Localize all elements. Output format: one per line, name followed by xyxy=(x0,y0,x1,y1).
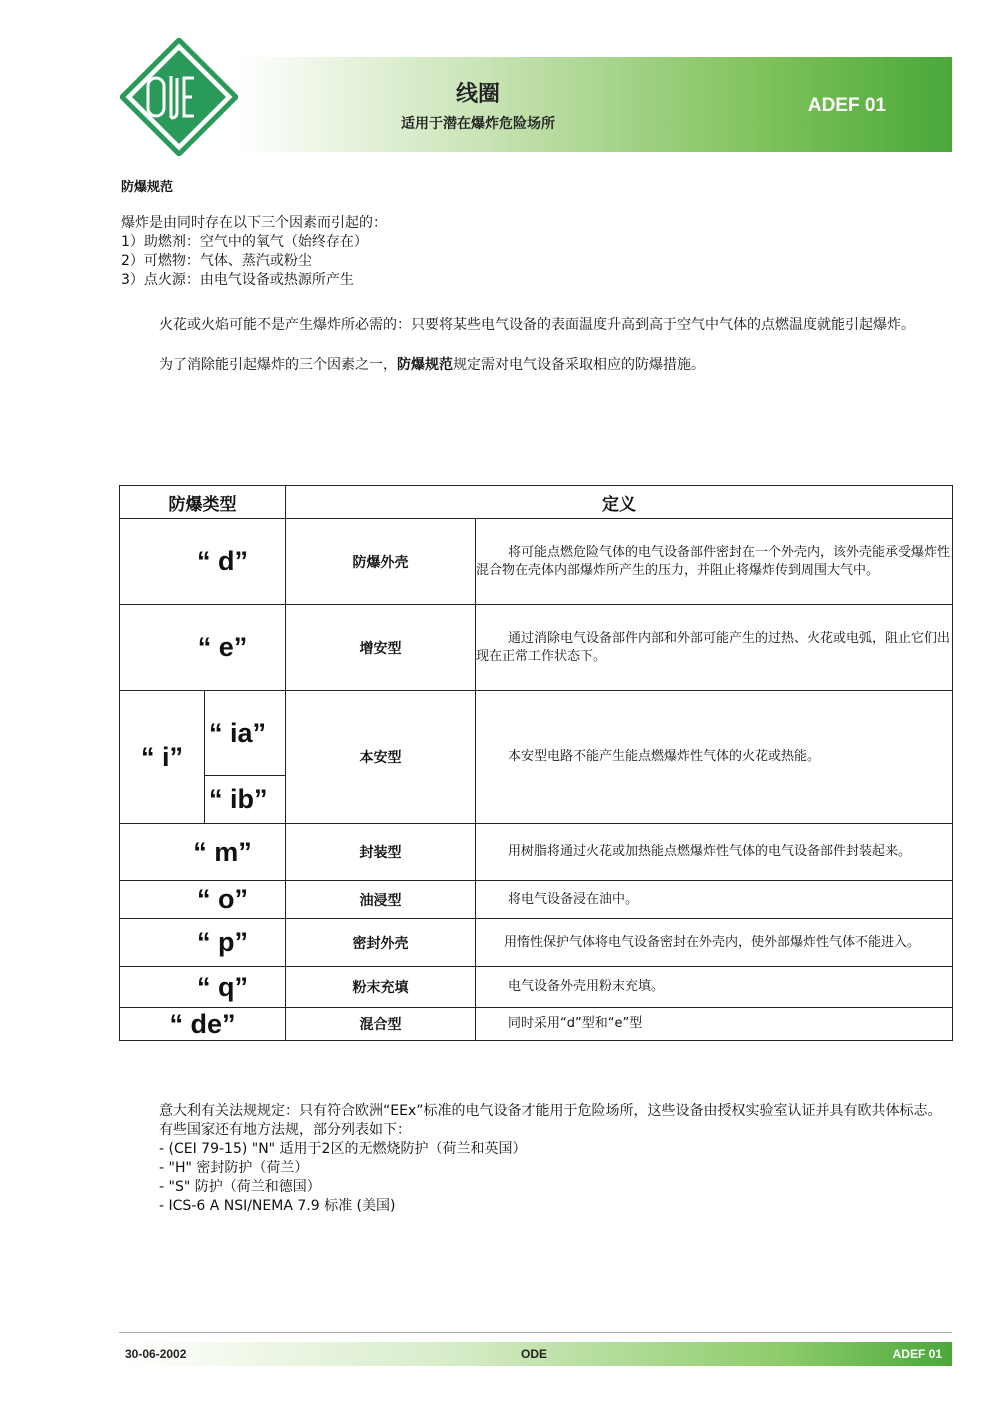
intro-line: 爆炸是由同时存在以下三个因素而引起的： xyxy=(121,215,387,231)
type-code: “ q” xyxy=(120,967,286,1008)
type-definition: 用惰性保护气体将电气设备密封在外壳内，使外部爆炸性气体不能进入。 xyxy=(476,919,953,967)
intro-list xyxy=(121,214,387,290)
para-text: 规定需对电气设备采取相应的防爆措施。 xyxy=(453,357,705,373)
type-code: “ i” xyxy=(120,691,205,824)
type-definition: 将可能点燃危险气体的电气设备部件密封在一个外壳内，该外壳能承受爆炸性混合物在壳体内部爆炸所产生的压力，并阻止将爆炸传到周围大气中。 xyxy=(476,519,953,605)
doc-title: 线圈 xyxy=(455,82,500,107)
type-definition: 本安型电路不能产生能点燃爆炸性气体的火花或热能。 xyxy=(476,691,953,824)
doc-code: ADEF 01 xyxy=(807,95,886,116)
type-subcode: “ ia” xyxy=(205,691,286,776)
footer-date: 30-06-2002 xyxy=(125,1347,187,1361)
header-type: 防爆类型 xyxy=(120,486,286,519)
type-code: “ de” xyxy=(120,1008,286,1041)
type-definition: 电气设备外壳用粉末充填。 xyxy=(476,967,953,1008)
type-name: 混合型 xyxy=(286,1008,476,1041)
type-code: “ m” xyxy=(120,824,286,881)
list-item: - "S" 防护（荷兰和德国） xyxy=(159,1179,321,1195)
type-code: “ e” xyxy=(120,605,286,691)
paragraph-ignition: 火花或火焰可能不是产生爆炸所必需的：只要将某些电气设备的表面温度升高到高于空气中气体的点燃温度就能引起爆炸。 xyxy=(159,317,915,333)
type-name: 密封外壳 xyxy=(286,919,476,967)
footer-divider xyxy=(119,1332,952,1333)
protection-types-table xyxy=(119,485,953,1041)
type-name: 增安型 xyxy=(286,605,476,691)
type-name: 油浸型 xyxy=(286,881,476,919)
table-row xyxy=(120,824,953,881)
table-header-row xyxy=(120,486,953,519)
type-name: 粉末充填 xyxy=(286,967,476,1008)
section-heading: 防爆规范 xyxy=(121,180,174,195)
type-definition: 用树脂将通过火花或加热能点燃爆炸性气体的电气设备部件封装起来。 xyxy=(476,824,953,881)
type-name: 防爆外壳 xyxy=(286,519,476,605)
type-name: 本安型 xyxy=(286,691,476,824)
type-definition: 将电气设备浸在油中。 xyxy=(476,881,953,919)
intro-line: 2）可燃物：气体、蒸汽或粉尘 xyxy=(121,253,312,269)
table-row xyxy=(120,967,953,1008)
table-row xyxy=(120,1008,953,1041)
header-band xyxy=(238,57,952,152)
list-item: - "H" 密封防护（荷兰） xyxy=(159,1160,309,1176)
intro-line: 3）点火源：由电气设备或热源所产生 xyxy=(121,272,354,288)
closing-section xyxy=(121,1102,951,1216)
doc-subtitle: 适用于潜在爆炸危险场所 xyxy=(401,116,555,132)
table-row xyxy=(120,881,953,919)
type-definition: 通过消除电气设备部件内部和外部可能产生的过热、火花或电弧，阻止它们出现在正常工作状态下。 xyxy=(476,605,953,691)
header-definition: 定义 xyxy=(286,486,953,519)
regulation-paragraph: 意大利有关法规规定：只有符合欧洲“EEx”标准的电气设备才能用于危险场所，这些设备由授权实验室认证并具有欧共体标志。 xyxy=(159,1103,942,1119)
type-subcode: “ ib” xyxy=(205,776,286,824)
type-code: “ p” xyxy=(120,919,286,967)
table-row xyxy=(120,605,953,691)
regulation-lead: 有些国家还有地方法规，部分列表如下： xyxy=(159,1122,411,1138)
type-definition: 同时采用“d”型和“e”型 xyxy=(476,1008,953,1041)
para-text: 为了消除能引起爆炸的三个因素之一， xyxy=(159,357,397,373)
list-item: - ICS-6 A NSI/NEMA 7.9 标准 (美国) xyxy=(159,1198,396,1214)
type-name: 封装型 xyxy=(286,824,476,881)
footer-company: ODE xyxy=(521,1347,548,1361)
table-row xyxy=(120,919,953,967)
type-code: “ o” xyxy=(120,881,286,919)
list-item: - (CEI 79-15) "N" 适用于2区的无燃烧防护（荷兰和英国） xyxy=(159,1141,527,1157)
para-bold: 防爆规范 xyxy=(397,357,453,373)
ode-logo xyxy=(120,38,238,156)
type-code: “ d” xyxy=(120,519,286,605)
regulation-list xyxy=(121,1140,951,1216)
footer-band xyxy=(119,1342,952,1366)
table-row xyxy=(120,691,953,776)
intro-line: 1）助燃剂：空气中的氧气（始终存在） xyxy=(121,234,368,250)
paragraph-standard xyxy=(121,356,951,375)
footer-code: ADEF 01 xyxy=(892,1347,942,1361)
table-row xyxy=(120,519,953,605)
